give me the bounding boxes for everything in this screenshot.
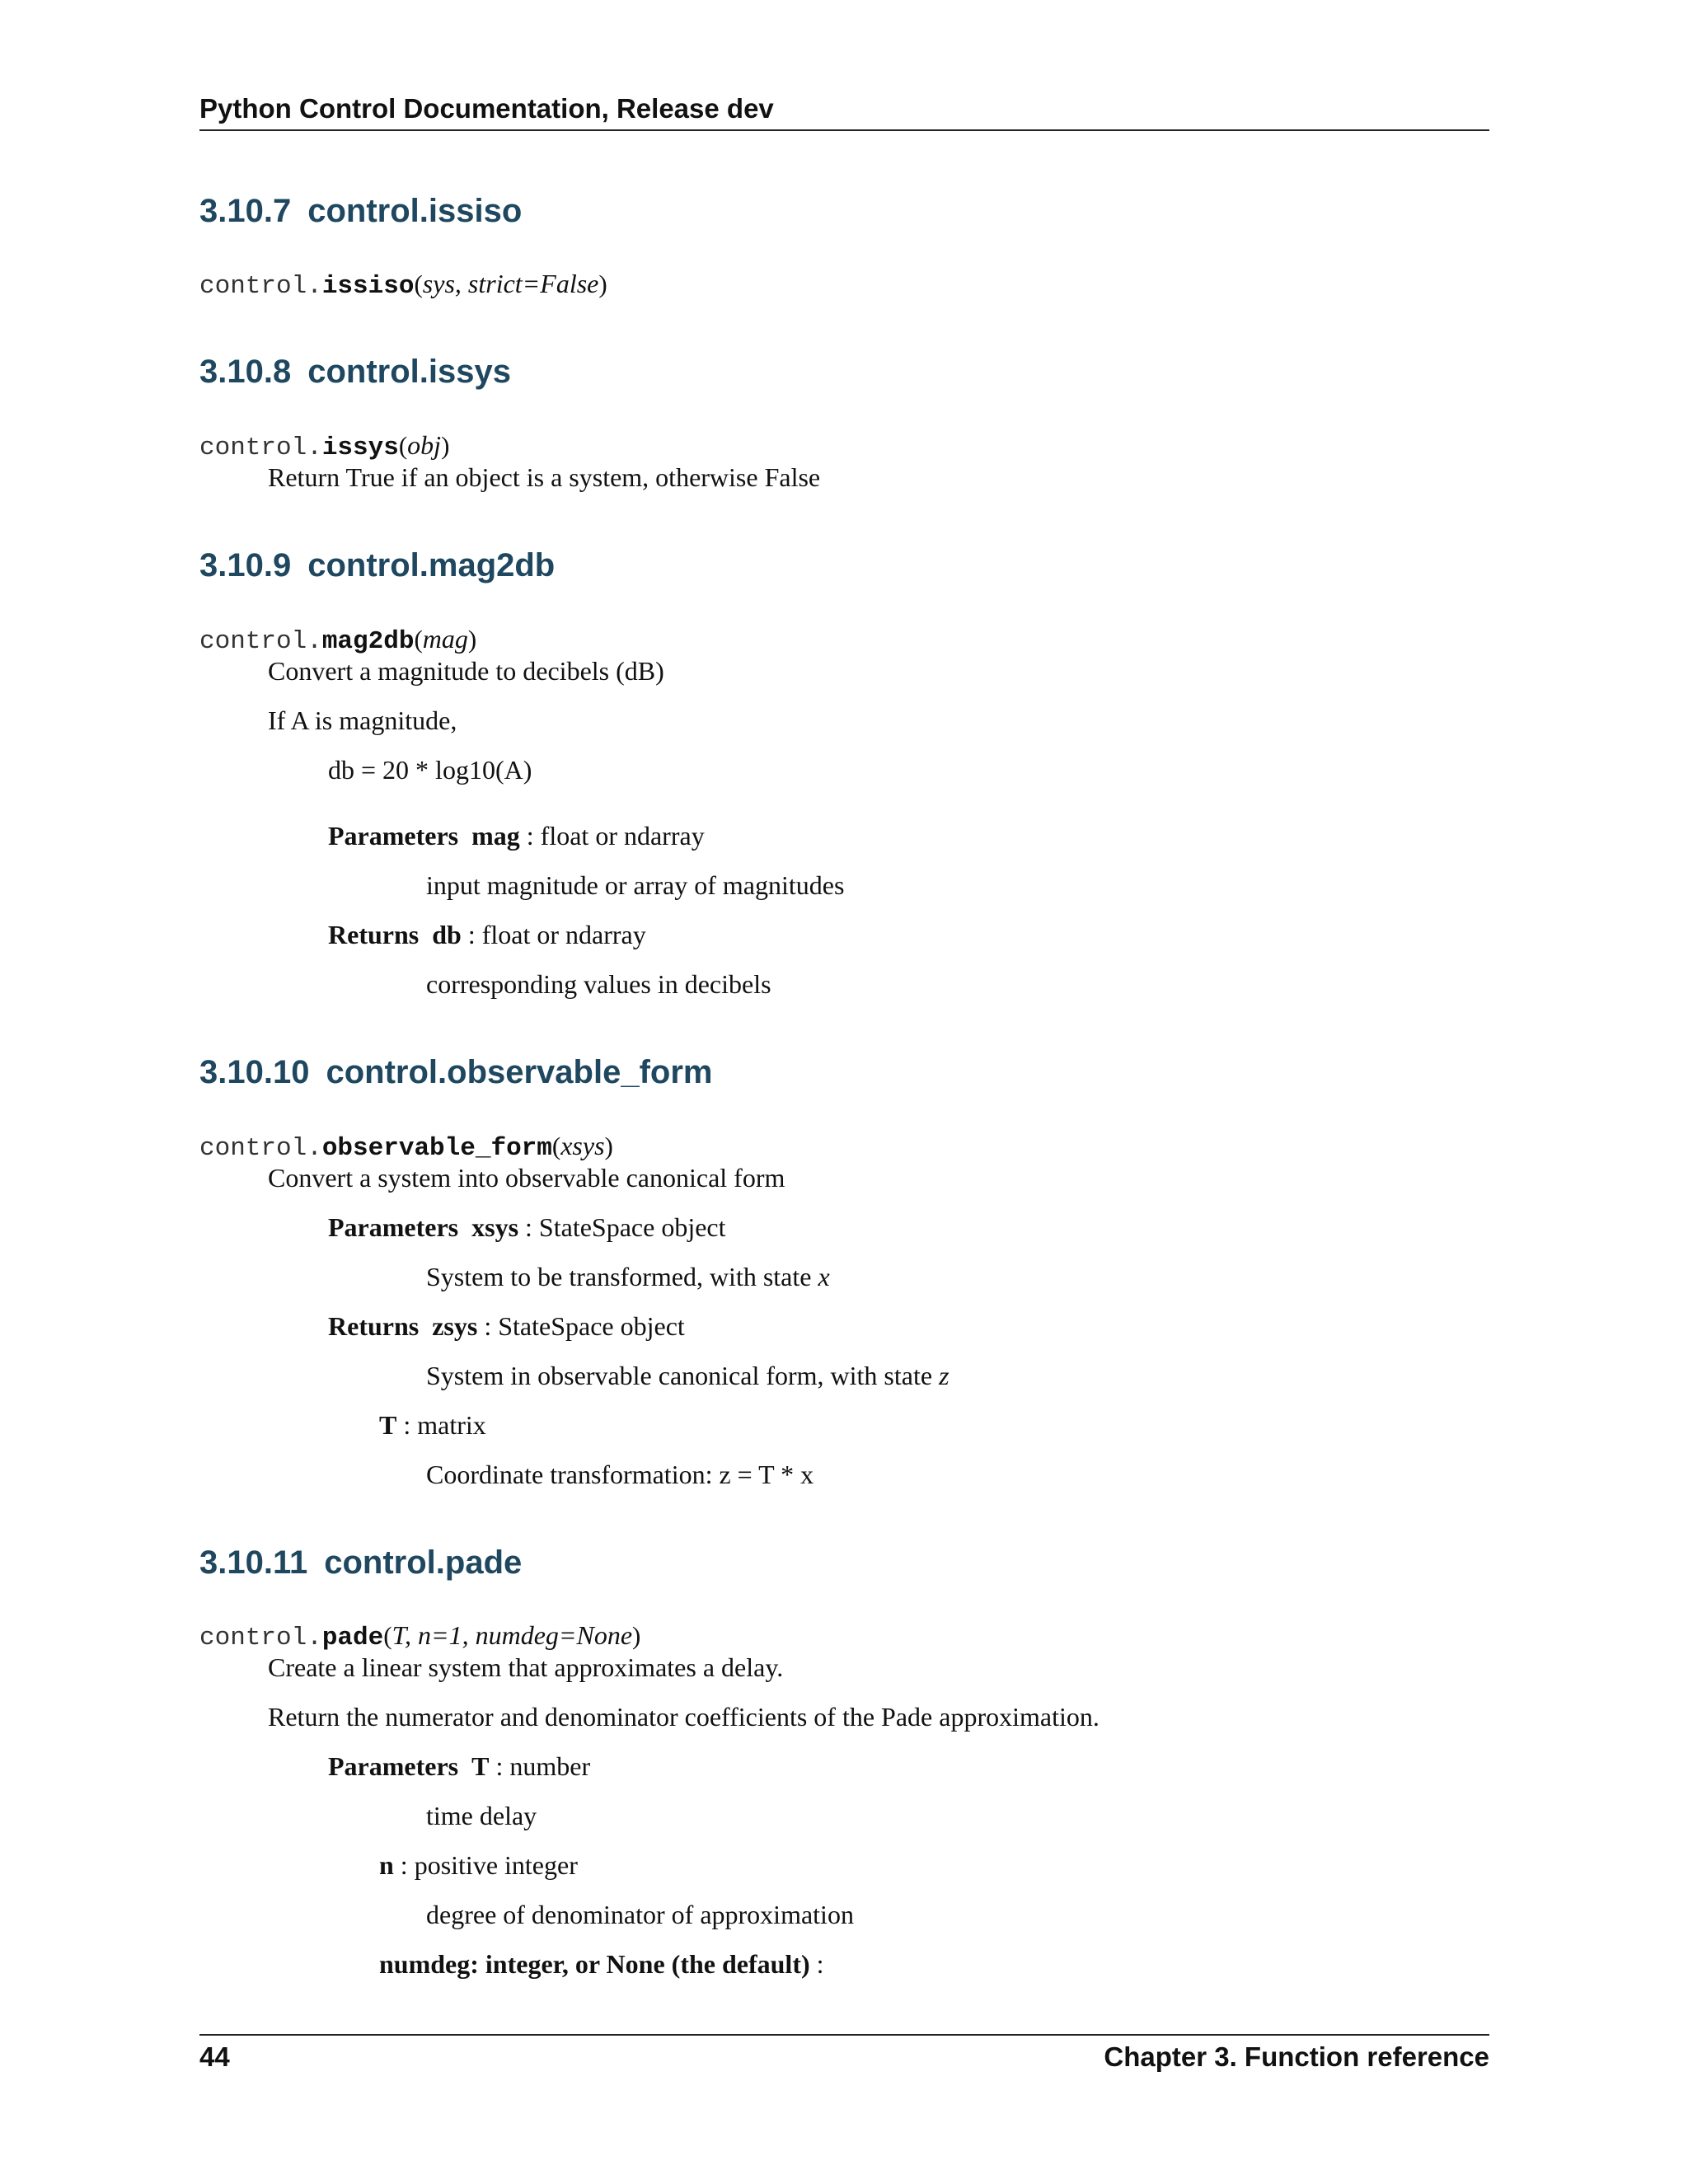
param-line-2 xyxy=(379,1850,578,1881)
param-description: time delay xyxy=(426,1801,537,1830)
running-header: Python Control Documentation, Release dev xyxy=(199,93,774,124)
return-description-var: z xyxy=(939,1361,950,1390)
function-signature-issiso: control.issiso(sys, strict=False) xyxy=(199,269,607,301)
signature-name: pade xyxy=(321,1624,384,1652)
param-name: T xyxy=(471,1751,490,1781)
return-name: zsys xyxy=(432,1311,478,1341)
section-number: 3.10.10 xyxy=(199,1054,310,1090)
parameters-label: Parameters xyxy=(328,821,459,851)
function-signature-observable-form: control.observable_form(xsys) xyxy=(199,1131,613,1163)
signature-args: obj xyxy=(407,430,442,460)
signature-name: issys xyxy=(321,434,399,462)
parameters-line xyxy=(328,1212,726,1243)
section-number: 3.10.8 xyxy=(199,354,292,390)
return-type: : matrix xyxy=(396,1410,486,1440)
section-heading-observable-form xyxy=(199,1054,712,1091)
header-rule xyxy=(199,129,1489,131)
section-title: control.mag2db xyxy=(307,547,556,583)
returns-line xyxy=(328,1311,685,1342)
signature-module: control. xyxy=(199,1624,322,1652)
returns-label: Returns xyxy=(328,1311,420,1341)
section-number: 3.10.9 xyxy=(199,547,292,583)
return-type: : float or ndarray xyxy=(461,920,646,949)
param-name: numdeg: integer, or None (the default) xyxy=(379,1949,810,1979)
signature-name: observable_form xyxy=(321,1134,552,1163)
signature-args: mag xyxy=(422,624,468,654)
formula: db = 20 * log10(A) xyxy=(328,755,532,785)
return-description: corresponding values in decibels xyxy=(426,969,771,999)
parameters-label: Parameters xyxy=(328,1212,459,1242)
return-description: Coordinate transformation: z = T * x xyxy=(426,1460,814,1489)
function-description: Create a linear system that approximates a delay. xyxy=(268,1652,784,1682)
section-title: control.pade xyxy=(324,1544,523,1581)
signature-args: T, n=1, numdeg=None xyxy=(392,1620,633,1650)
param-description-text: System to be transformed, with state xyxy=(426,1262,818,1291)
section-title: control.issiso xyxy=(307,193,523,229)
param-description xyxy=(426,1262,830,1292)
return-description xyxy=(426,1361,950,1391)
signature-args: sys, strict=False xyxy=(422,269,599,298)
signature-module: control. xyxy=(199,272,322,301)
param-name: xsys xyxy=(471,1212,519,1242)
param-type: : positive integer xyxy=(393,1850,578,1880)
param-line-3 xyxy=(379,1949,824,1980)
section-heading-issiso xyxy=(199,193,522,230)
param-type: : number xyxy=(489,1751,591,1781)
section-heading-pade xyxy=(199,1544,522,1582)
return-type: : StateSpace object xyxy=(477,1311,685,1341)
page-number: 44 xyxy=(199,2041,230,2072)
returns-line xyxy=(328,920,646,950)
param-description: input magnitude or array of magnitudes xyxy=(426,870,845,900)
function-signature-issys: control.issys(obj) xyxy=(199,430,450,462)
section-title: control.issys xyxy=(307,354,511,390)
function-description: Convert a magnitude to decibels (dB) xyxy=(268,656,664,686)
return-description-text: System in observable canonical form, with state xyxy=(426,1361,940,1390)
function-signature-mag2db: control.mag2db(mag) xyxy=(199,624,477,656)
param-name: n xyxy=(379,1850,394,1880)
section-heading-mag2db xyxy=(199,547,555,584)
return-name: T xyxy=(379,1410,397,1440)
returns-label: Returns xyxy=(328,920,420,949)
footer-rule xyxy=(199,2034,1489,2036)
signature-module: control. xyxy=(199,1134,322,1163)
function-description-2: Return the numerator and denominator coefficients of the Pade approximation. xyxy=(268,1702,1100,1732)
param-description: degree of denominator of approximation xyxy=(426,1900,854,1929)
signature-module: control. xyxy=(199,434,322,462)
parameters-line xyxy=(328,1751,590,1782)
param-description-var: x xyxy=(818,1262,830,1291)
signature-name: mag2db xyxy=(321,627,415,656)
description-note: If A is magnitude, xyxy=(268,705,457,735)
section-title: control.observable_form xyxy=(326,1054,713,1090)
section-number: 3.10.11 xyxy=(199,1544,308,1581)
function-signature-pade: control.pade(T, n=1, numdeg=None) xyxy=(199,1620,641,1652)
parameters-label: Parameters xyxy=(328,1751,459,1781)
parameters-line xyxy=(328,821,705,851)
chapter-title: Chapter 3. Function reference xyxy=(1104,2041,1489,2072)
param-type: : StateSpace object xyxy=(518,1212,726,1242)
signature-args: xsys xyxy=(560,1131,605,1160)
signature-name: issiso xyxy=(321,272,415,301)
function-description: Return True if an object is a system, otherwise False xyxy=(268,462,821,492)
signature-module: control. xyxy=(199,627,322,656)
param-type: : xyxy=(809,1949,824,1979)
section-number: 3.10.7 xyxy=(199,193,292,229)
return-name: db xyxy=(432,920,462,949)
returns-line-2 xyxy=(379,1410,486,1441)
section-heading-issys xyxy=(199,354,511,391)
function-description: Convert a system into observable canonical form xyxy=(268,1163,785,1193)
param-type: : float or ndarray xyxy=(519,821,705,851)
param-name: mag xyxy=(471,821,520,851)
